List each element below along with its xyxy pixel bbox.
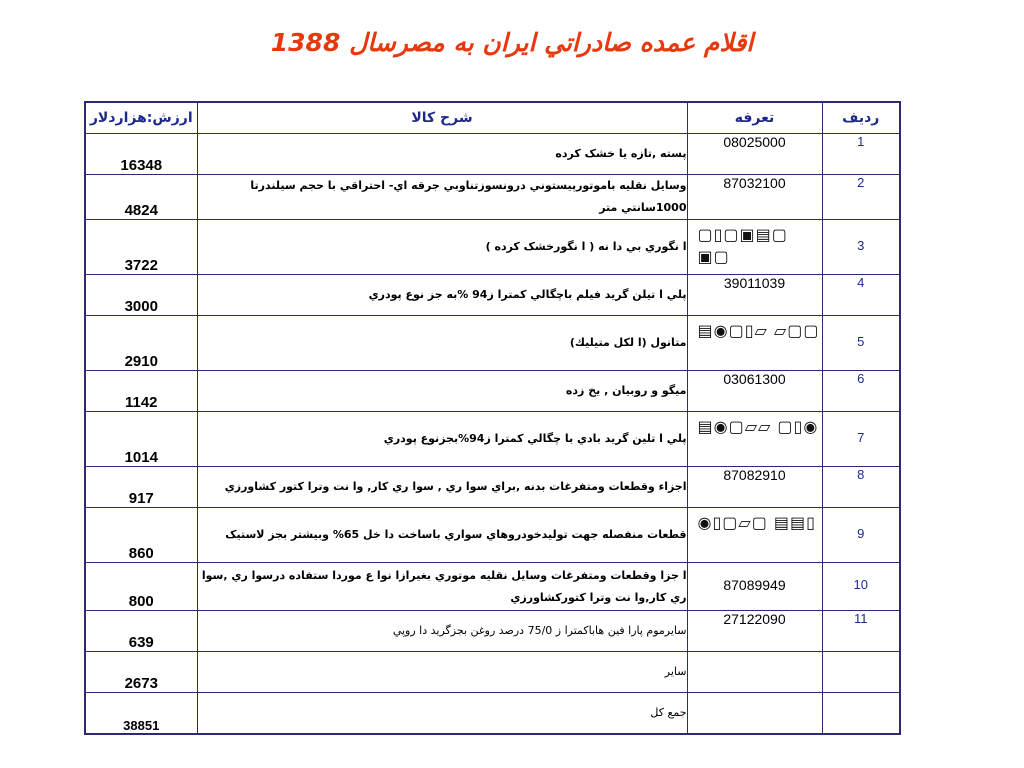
description-cell: وسايل نقليه باموتورپيستوني درونسوزتناوبي جرقه اي- احتراقي با حجم سيلندرتا 1000سانتي متر (197, 175, 687, 220)
value-cell: 16348 (85, 134, 197, 175)
tariff-cell: ◉▯▢▱▢ ▤▤▯ (687, 508, 822, 563)
description-cell: پسته ,تازه يا خشک کرده (197, 134, 687, 175)
tariff-cell: 39011039 (687, 275, 822, 316)
value-cell: 4824 (85, 175, 197, 220)
description-cell: سايرموم پارا فين هاباكمترا ز 75/0 درصد روغن بجزگريد دا روپي (197, 611, 687, 652)
header-description: شرح كالا (197, 102, 687, 134)
table-row (85, 693, 900, 734)
page-title: اقلام عمده صادراتي ايران به مصرسال 1388 (270, 28, 754, 57)
row-number-cell (822, 652, 900, 693)
table-row (85, 652, 900, 693)
export-items-table (84, 101, 901, 735)
table-row (85, 371, 900, 412)
row-number-cell: 6 (822, 371, 900, 412)
description-cell: ا نگوري بي دا نه ( ا نگورخشک کرده ) (197, 220, 687, 275)
value-cell: 917 (85, 467, 197, 508)
total-label-cell: جمع کل (197, 693, 687, 734)
description-cell: ا جزا وقطعات ومتفرغات وسايل نقليه موتوري بغيرازا نوا ع موردا ستفاده درسوا ري ,سوا ري كار,وا نت وترا كتوركشاورزي (197, 563, 687, 611)
row-number-cell: 10 (822, 563, 900, 611)
row-number-cell: 9 (822, 508, 900, 563)
table-row (85, 134, 900, 175)
header-value: ارزش:هزاردلار (85, 102, 197, 134)
row-number-cell: 3 (822, 220, 900, 275)
row-number-cell: 5 (822, 316, 900, 371)
tariff-cell: 27122090 (687, 611, 822, 652)
table-row (85, 611, 900, 652)
row-number-cell: 7 (822, 412, 900, 467)
table-row (85, 412, 900, 467)
tariff-cell: 08025000 (687, 134, 822, 175)
table-row (85, 275, 900, 316)
value-cell: 800 (85, 563, 197, 611)
tariff-cell (687, 693, 822, 734)
description-cell: ساير (197, 652, 687, 693)
description-cell: قطعات منفصله جهت توليدخودروهاي سواري باساخت دا خل 65% وبيشتر بجز لاستيک (197, 508, 687, 563)
header-tariff: تعرفه (687, 102, 822, 134)
row-number-cell (822, 693, 900, 734)
value-cell: 2673 (85, 652, 197, 693)
value-cell: 3722 (85, 220, 197, 275)
table-row (85, 220, 900, 275)
tariff-cell: 87082910 (687, 467, 822, 508)
row-number-cell: 2 (822, 175, 900, 220)
value-cell: 1142 (85, 371, 197, 412)
total-value-cell: 38851 (85, 693, 197, 734)
description-cell: پلي ا تلين گريد بادي با چگالي كمترا ز94%بجزنوع پودري (197, 412, 687, 467)
description-cell: ميگو و روبيان , يخ زده (197, 371, 687, 412)
table-row (85, 175, 900, 220)
tariff-cell (687, 652, 822, 693)
row-number-cell: 4 (822, 275, 900, 316)
value-cell: 860 (85, 508, 197, 563)
tariff-cell: 87089949 (687, 563, 822, 611)
description-cell: اجزاء وقطعات ومتفرغات بدنه ,براي سوا ري , سوا ري كار, وا نت وترا كتور كشاورزي (197, 467, 687, 508)
tariff-cell: 87032100 (687, 175, 822, 220)
row-number-cell: 11 (822, 611, 900, 652)
header-row (85, 102, 900, 134)
tariff-cell: ▢▯▢▣▤▢ ▣▢ (687, 220, 822, 275)
tariff-cell: ▤◉▢▱▱ ▢▯◉ (687, 412, 822, 467)
table-row (85, 563, 900, 611)
tariff-cell: ▤◉▢▯▱ ▱▢▢ (687, 316, 822, 371)
header-row-number: رديف (822, 102, 900, 134)
tariff-cell: 03061300 (687, 371, 822, 412)
table-row (85, 316, 900, 371)
table-row (85, 467, 900, 508)
row-number-cell: 1 (822, 134, 900, 175)
value-cell: 2910 (85, 316, 197, 371)
row-number-cell: 8 (822, 467, 900, 508)
value-cell: 1014 (85, 412, 197, 467)
description-cell: متانول (ا لكل متيليك) (197, 316, 687, 371)
value-cell: 639 (85, 611, 197, 652)
description-cell: پلي ا تيلن گريد فيلم باچگالي كمترا ز94 %به جز نوع پودري (197, 275, 687, 316)
value-cell: 3000 (85, 275, 197, 316)
table-row (85, 508, 900, 563)
